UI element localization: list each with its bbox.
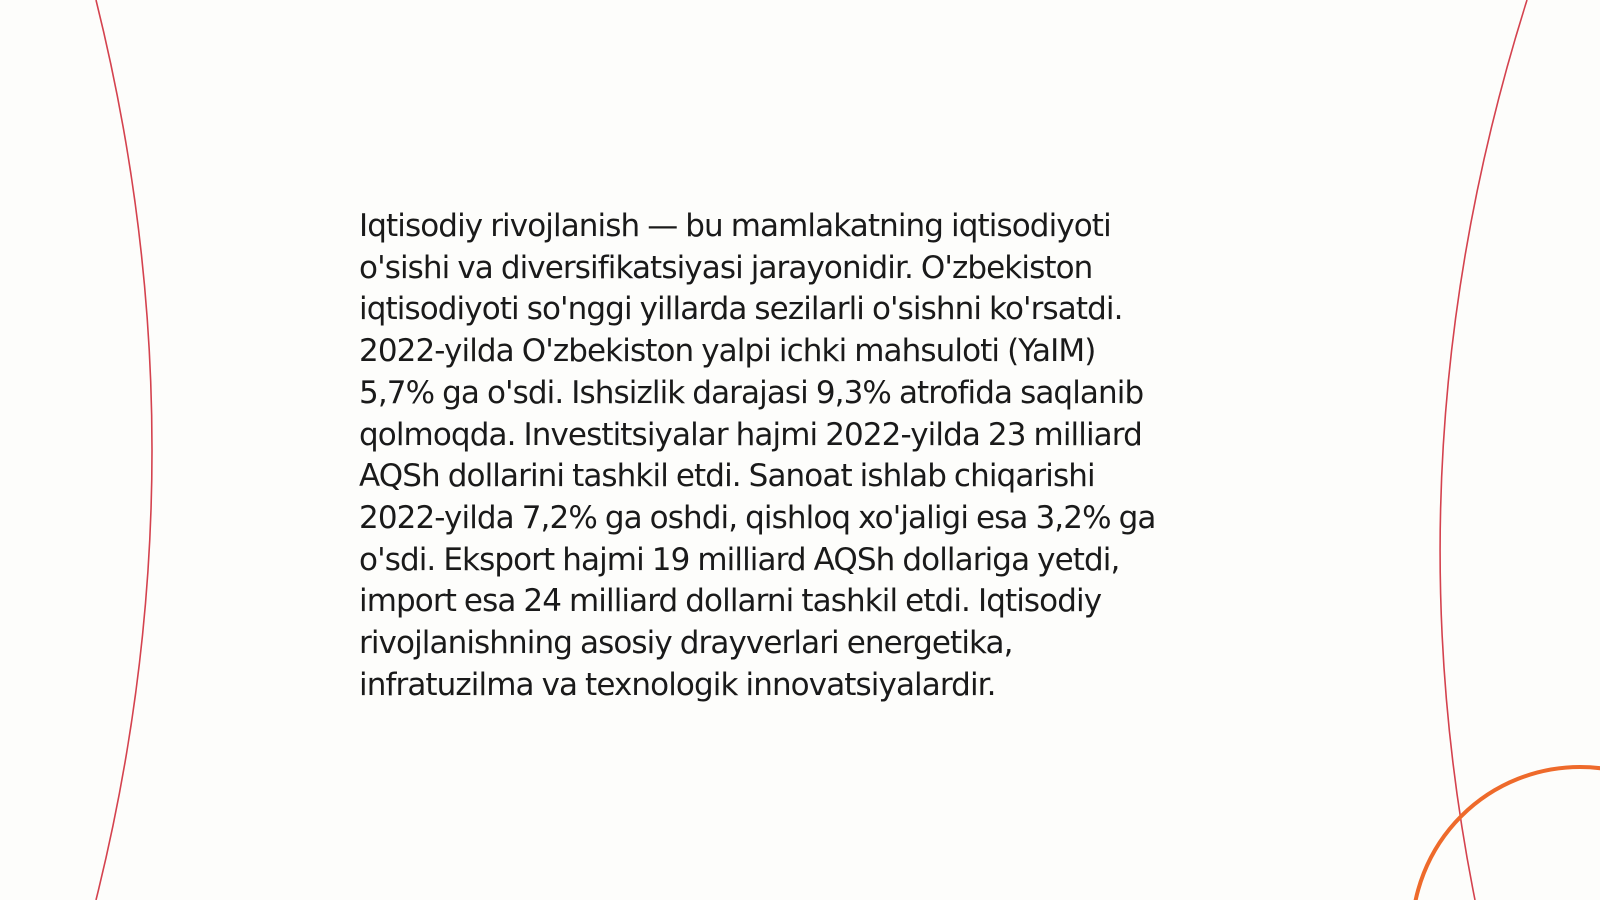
right-curve-line — [1440, 0, 1527, 900]
slide-content — [359, 206, 1264, 706]
left-curve-line — [96, 0, 152, 900]
corner-orange-arc — [1412, 767, 1600, 900]
body-paragraph: Iqtisodiy rivojlanish — bu mamlakatning iqtisodiyoti o'sishi va diversifikatsiyasi jarayonidir. O'zbekiston iqtisodiyoti so'nggi yillarda sezilarli o'sishni ko'rsatdi. 2022-yilda O'zbekiston yalpi ichki mahsuloti (YaIM) 5,7% ga o'sdi. Ishsizlik darajasi 9,3% atrofida saqlanib qolmoqda. Investitsiyalar hajmi 2022-yilda 23 milliard AQSh dollarini tashkil etdi. Sanoat ishlab chiqarishi 2022-yilda 7,2% ga oshdi, qishloq xo'jaligi esa 3,2% ga o'sdi. Eksport hajmi 19 milliard AQSh dollariga yetdi, import esa 24 milliard dollarni tashkil etdi. Iqtisodiy rivojlanishning asosiy drayverlari energetika, infratuzilma va texnologik innovatsiyalardir. — [359, 208, 1156, 703]
